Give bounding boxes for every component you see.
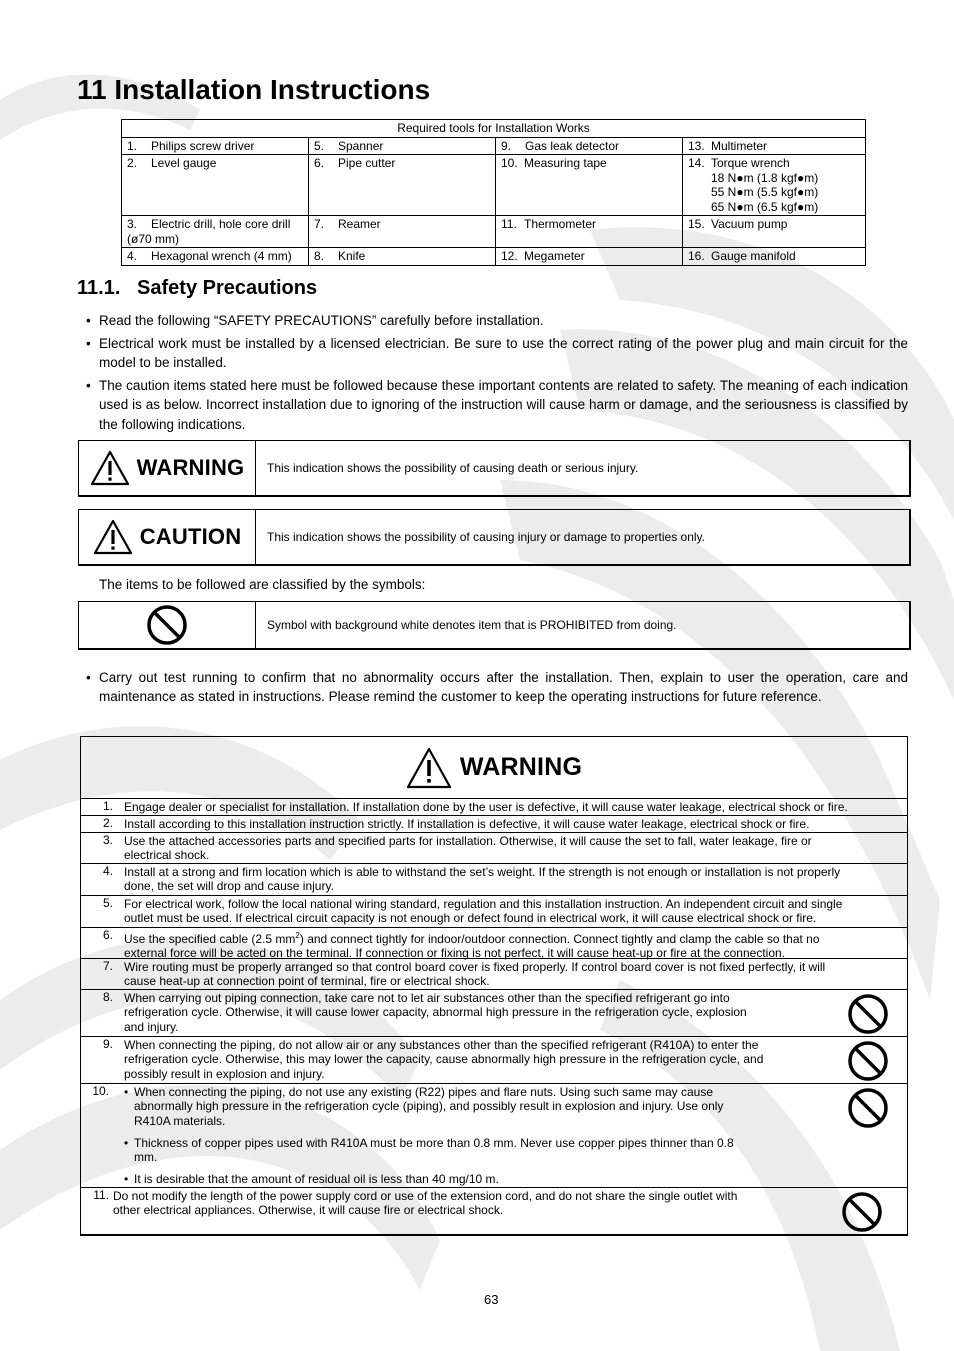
warning-item: [81, 990, 907, 1037]
item-line-part: ) and connect tightly for indoor/outdoor connection. Connect tightly and clamp the cable so that no: [299, 932, 820, 946]
item-line: Do not modify the length of the power supply cord or use of the extension cord, and do not share the single outlet with: [113, 1189, 738, 1203]
bullet-dot: •: [86, 670, 91, 685]
tool-number: 9.: [501, 138, 512, 153]
tool-number: 14.: [688, 156, 705, 170]
tool-number: 1.: [127, 138, 138, 153]
item-line: other electrical appliances. Otherwise, it will cause fire or electrical shock.: [113, 1203, 504, 1218]
item-text: [113, 928, 907, 961]
item-line: external force will be acted on the terminal. If connection or fixing is not perfect, it will cause heat-up or fire at the connection.: [124, 946, 786, 961]
item-number: 8.: [102, 990, 113, 1004]
tool-name: Electric drill, hole core drill: [151, 217, 291, 231]
warning-indication-box: [78, 440, 911, 497]
tool-name: Level gauge: [151, 156, 217, 170]
torque-value: 65 N●m (6.5 kgf●m): [711, 199, 819, 214]
warning-item: [81, 799, 907, 816]
item-text: [113, 896, 907, 927]
tool-number: 12.: [501, 249, 518, 263]
item-text: [109, 1084, 828, 1187]
tool-name: Pipe cutter: [338, 156, 396, 170]
tool-number: 16.: [688, 249, 705, 263]
item-line: refrigeration cycle. Otherwise, this may lower the capacity, cause abnormally high pressure in the refrigeration cycle, and: [124, 1052, 764, 1067]
bullet-dot: •: [86, 378, 91, 393]
item-text: [113, 864, 907, 895]
tool-name-continued: (ø70 mm): [127, 231, 179, 246]
tool-number: 10.: [501, 156, 518, 170]
tool-name: Gas leak detector: [525, 138, 620, 153]
bullet-item: [86, 311, 908, 330]
sub-bullet-item: [124, 1136, 824, 1165]
item-line: Use the attached accessories parts and specified parts for installation. Otherwise, it will cause the set to fall, water leakage, fire or: [124, 834, 812, 848]
tool-name: Thermometer: [524, 217, 597, 231]
warning-label: WARNING: [136, 455, 245, 480]
page-number: 63: [484, 1292, 499, 1307]
tool-name: Multimeter: [711, 138, 768, 153]
bullet-item: [86, 376, 908, 434]
item-text: [113, 816, 907, 832]
table-row: [122, 248, 866, 266]
prohibited-icon-cell: [828, 1037, 907, 1083]
tool-name: Measuring tape: [524, 156, 607, 170]
item-text: [113, 990, 828, 1036]
table-row: [122, 155, 866, 216]
item-line: When carrying out piping connection, take care not to let air substances other than the specified refrigerant go into: [124, 991, 730, 1005]
table-row: [122, 137, 866, 155]
item-text: [113, 799, 907, 815]
warning-item: [81, 833, 907, 864]
bullet-dot: •: [86, 313, 91, 328]
tool-name: Torque wrench: [711, 156, 790, 170]
tool-number: 15.: [688, 217, 705, 231]
prohibited-icon: [847, 1040, 889, 1082]
warning-triangle-icon: [406, 747, 452, 789]
warning-item: [81, 864, 907, 896]
item-line: When connecting the piping, do not use any existing (R22) pipes and flare nuts. Using such same may cause: [134, 1085, 713, 1099]
page-title: 11 Installation Instructions: [77, 74, 431, 105]
tool-name: Reamer: [338, 217, 381, 231]
item-text: [113, 833, 907, 863]
caution-indication-box: [78, 509, 911, 566]
item-line: refrigeration cycle. Otherwise, it will cause lower capacity, abnormal high pressure in the refrigeration cycle, explosion: [124, 1005, 747, 1020]
item-number: 7.: [102, 959, 113, 973]
prohibited-icon: [847, 1087, 889, 1129]
item-line: When connecting the piping, do not allow air or any substances other than the specified refrigerant (R410A) to enter the: [124, 1038, 759, 1052]
warning-list-label: WARNING: [459, 753, 583, 781]
caution-description: This indication shows the possibility of causing injury or damage to properties only.: [267, 530, 705, 544]
item-number: 3.: [102, 833, 113, 847]
symbols-intro-text: The items to be followed are classified by the symbols:: [99, 577, 426, 592]
item-line: Engage dealer or specialist for installation. If installation done by the user is defective, it will cause water leakage, electrical shock or fire.: [124, 800, 848, 814]
caution-triangle-icon: [93, 519, 133, 555]
item-number: 4.: [102, 864, 113, 878]
tool-number: 3.: [127, 217, 138, 231]
item-number: 5.: [102, 896, 113, 910]
item-line: and injury.: [124, 1019, 179, 1034]
caution-label-cell: [79, 510, 256, 564]
item-text: [113, 1037, 828, 1083]
item-line: cause heat-up at connection point of terminal, fire or electrical shock.: [124, 974, 490, 989]
prohibited-icon-cell: [817, 1188, 907, 1234]
item-number: 6.: [102, 928, 113, 942]
tool-number: 6.: [314, 156, 325, 170]
item-number: 9.: [102, 1037, 113, 1051]
item-line: Install at a strong and firm location which is able to withstand the set’s weight. If the strength is not enough or installation is not properly: [124, 865, 841, 879]
tool-name: Spanner: [338, 138, 384, 153]
tool-number: 7.: [314, 217, 325, 231]
item-line: done, the set will drop and cause injury.: [124, 879, 334, 894]
tool-name: Megameter: [524, 249, 585, 263]
bullet-dot: •: [124, 1172, 129, 1187]
item-line: possibly result in explosion and injury.: [124, 1066, 325, 1081]
item-number: 11.: [93, 1188, 109, 1202]
tool-name: Philips screw driver: [151, 138, 255, 153]
item-line: R410A materials.: [134, 1113, 226, 1128]
bullet-text: Carry out test running to confirm that no abnormality occurs after the installation. Then, explain to user the operation, care and maintenance as stated in instructions. Please remind the customer to keep the operating instructions for future reference.: [99, 670, 908, 705]
bullet-dot: •: [86, 336, 91, 351]
warning-list-header: [81, 737, 907, 799]
superscript: 2: [295, 931, 300, 940]
prohibited-icon: [847, 993, 889, 1035]
item-line-part: Use the specified cable (2.5 mm: [124, 932, 296, 946]
tool-name: Gauge manifold: [711, 249, 796, 263]
warning-item: [81, 816, 907, 833]
sub-bullet-item: [124, 1085, 824, 1128]
item-line: Thickness of copper pipes used with R410A must be more than 0.8 mm. Never use copper pipes thinner than 0.8: [134, 1135, 734, 1150]
prohibited-description: Symbol with background white denotes item that is PROHIBITED from doing.: [267, 618, 677, 632]
bullet-dot: •: [124, 1085, 129, 1099]
tool-number: 11.: [501, 217, 517, 231]
prohibited-icon: [146, 604, 188, 646]
tool-number: 8.: [314, 249, 325, 263]
torque-value: 18 N●m (1.8 kgf●m): [711, 170, 819, 185]
tool-name: Knife: [338, 249, 366, 263]
warning-item: [81, 959, 907, 990]
bullet-item: [86, 334, 908, 373]
section-title: 11.1. Safety Precautions: [77, 277, 318, 299]
item-text: [109, 1188, 817, 1234]
table-caption: Required tools for Installation Works: [122, 120, 866, 138]
prohibited-icon: [841, 1191, 883, 1233]
warning-triangle-icon: [90, 450, 130, 486]
warning-label-cell: [79, 441, 256, 495]
item-line: Wire routing must be properly arranged so that control board cover is fixed properly. If control board cover is not fixed perfectly, it will: [124, 960, 826, 974]
item-number: 2.: [102, 816, 113, 830]
item-line: For electrical work, follow the local national wiring standard, regulation and this installation instruction. An independent circuit and single: [124, 897, 843, 911]
item-line: electrical shock.: [124, 848, 210, 863]
item-line: mm.: [134, 1150, 158, 1165]
prohibited-icon-cell: [79, 602, 256, 648]
tool-number: 4.: [127, 249, 138, 263]
table-row: [122, 216, 866, 248]
item-line: It is desirable that the amount of residual oil is less than 40 mg/10 m.: [134, 1172, 499, 1187]
sub-bullet-item: [124, 1172, 824, 1186]
warning-item: [81, 1084, 907, 1188]
prohibited-symbol-box: [78, 601, 911, 650]
caution-label: CAUTION: [139, 524, 242, 549]
bullet-item: [86, 668, 908, 707]
warning-item: [81, 1188, 907, 1234]
bullet-text: The caution items stated here must be followed because these important contents are related to safety. The meaning of each indication used is as below. Incorrect installation due to ignoring of the instruction will cause harm or damage, and the seriousness is classified by the following indications.: [99, 378, 908, 432]
item-line: abnormally high pressure in the refrigeration cycle (piping), and possibly result in explosion and injury. Use only: [134, 1099, 724, 1114]
bullet-text: Electrical work must be installed by a licensed electrician. Be sure to use the correct rating of the power plug and main circuit for the model to be installed.: [99, 336, 908, 371]
prohibited-icon-cell: [828, 1084, 907, 1187]
warning-item: [81, 1037, 907, 1084]
item-line: Install according to this installation instruction strictly. If installation is defective, it will cause water leakage, electrical shock or fire.: [124, 817, 810, 831]
tool-name: Vacuum pump: [711, 217, 788, 231]
warning-item: [81, 928, 907, 959]
item-text: [113, 959, 907, 989]
tool-number: 2.: [127, 156, 138, 170]
item-number: 1.: [102, 799, 113, 813]
warning-description: This indication shows the possibility of causing death or serious injury.: [267, 461, 639, 475]
bullet-dot: •: [124, 1135, 129, 1150]
tool-number: 5.: [314, 138, 325, 153]
prohibited-icon-cell: [828, 990, 907, 1036]
tool-number: 13.: [688, 138, 705, 153]
item-number: 10.: [92, 1084, 109, 1098]
bullet-text: Read the following “SAFETY PRECAUTIONS” carefully before installation.: [99, 313, 544, 328]
warning-list-table: [80, 736, 908, 1236]
tool-name: Hexagonal wrench (4 mm): [151, 249, 292, 263]
torque-value: 55 N●m (5.5 kgf●m): [711, 185, 819, 199]
required-tools-table: [121, 119, 866, 266]
item-line: outlet must be used. If electrical circuit capacity is not enough or defect found in electrical work, it will cause electrical shock or fire.: [124, 911, 817, 926]
item-line: [124, 929, 903, 946]
warning-item: [81, 896, 907, 928]
